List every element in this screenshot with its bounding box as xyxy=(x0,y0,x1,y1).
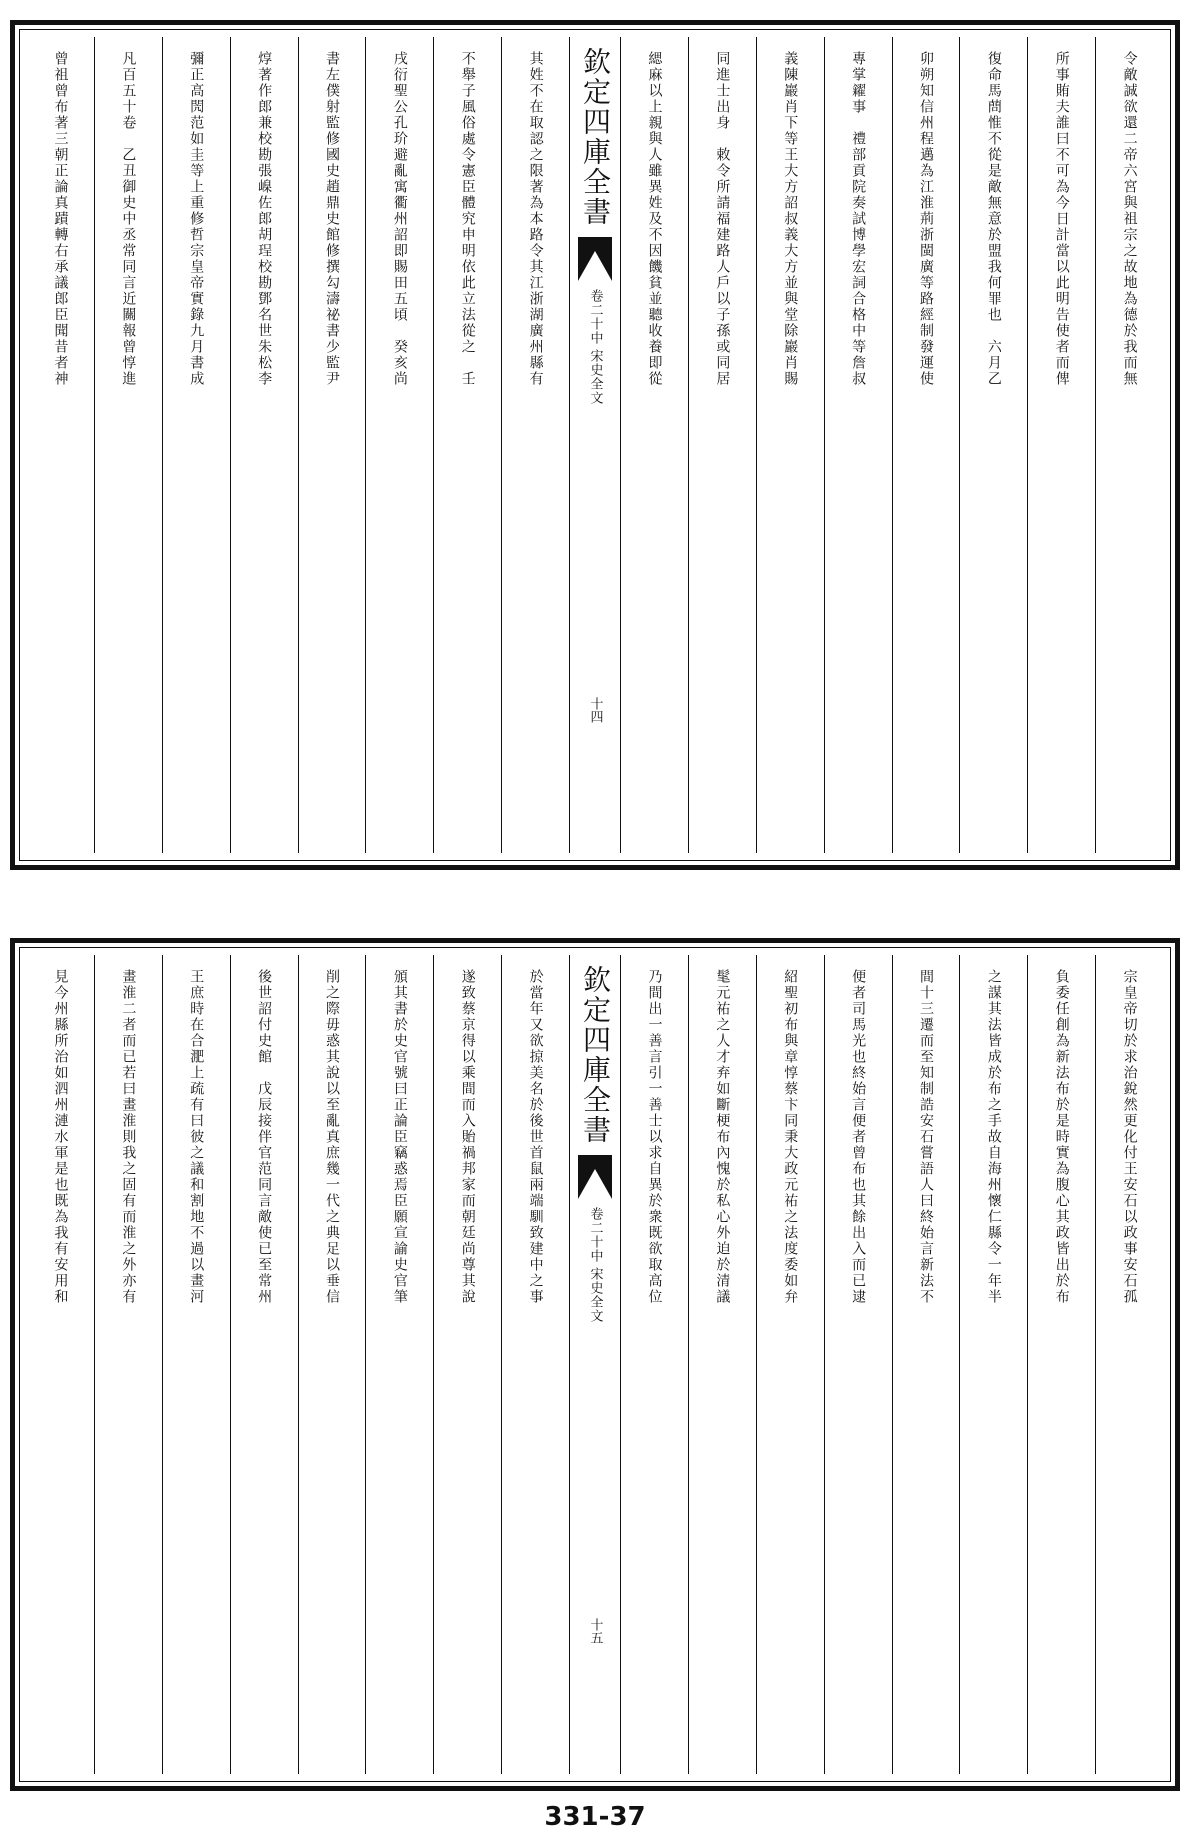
column-text: 畫淮二者而已若曰畫淮則我之固有而淮之外亦有 xyxy=(120,969,137,1305)
text-column xyxy=(298,37,366,853)
book-title: 欽定四庫全書 xyxy=(579,47,612,227)
text-column xyxy=(433,37,501,853)
text-column xyxy=(620,37,688,853)
text-column xyxy=(162,37,230,853)
column-text: 復命馬蔄惟不從是敵無意於盟我何罪也 六月乙 xyxy=(985,51,1002,387)
text-column xyxy=(756,955,824,1774)
text-column xyxy=(230,955,298,1774)
fish-tail-mark-icon xyxy=(578,237,612,281)
column-text: 所事賄夫誰曰不可為今日計當以此明告使者而俾 xyxy=(1053,51,1070,387)
folio-number: 十四 xyxy=(587,697,603,723)
text-column xyxy=(1027,37,1095,853)
text-column xyxy=(94,37,162,853)
chapter-info xyxy=(589,289,602,405)
column-text: 便者司馬光也終始言便者曾布也其餘出入而已逮 xyxy=(850,969,867,1305)
text-column xyxy=(94,955,162,1774)
work-title: 宋史全文 xyxy=(587,349,603,405)
volume-label: 卷二十中 xyxy=(587,1207,603,1263)
column-text: 焞著作郎兼校勘張嵲佐郎胡珵校勘鄧名世朱松李 xyxy=(256,51,273,387)
column-text: 見今州縣所治如泗州漣水軍是也既為我有安用和 xyxy=(52,969,69,1305)
column-text: 乃間出一善言引一善士以求自異於衆既欲取高位 xyxy=(646,969,663,1305)
volume-label: 卷二十中 xyxy=(587,289,603,345)
column-text: 負委任創為新法布於是時實為腹心其政皆出於布 xyxy=(1053,969,1070,1305)
text-column xyxy=(959,37,1027,853)
text-column xyxy=(959,955,1027,1774)
column-text: 後世詔付史館 戊辰接伴官范同言敵使已至常州 xyxy=(256,969,273,1305)
text-column xyxy=(298,955,366,1774)
column-text: 戌衍聖公孔玠避亂寓衢州詔即賜田五頃 癸亥尚 xyxy=(391,51,408,387)
column-text: 同進士出身 敕令所請福建路人戶以子孫或同居 xyxy=(714,51,731,387)
text-column xyxy=(688,955,756,1774)
work-title: 宋史全文 xyxy=(587,1267,603,1323)
column-text: 書左僕射監修國史趙鼎史館修撰勾濤祕書少監尹 xyxy=(323,51,340,387)
folio-top xyxy=(10,20,1180,870)
text-column xyxy=(501,955,569,1774)
column-text: 紹聖初布與章惇蔡卞同秉大政元祐之法度委如弁 xyxy=(782,969,799,1305)
text-column xyxy=(1095,955,1163,1774)
text-column xyxy=(1027,955,1095,1774)
column-text: 之謀其法皆成於布之手故自海州懷仁縣令一年半 xyxy=(985,969,1002,1305)
column-text: 令敵誠欲還二帝六宮與祖宗之故地為德於我而無 xyxy=(1121,51,1138,387)
folio-bottom xyxy=(10,938,1180,1791)
text-column xyxy=(162,955,230,1774)
column-text: 削之際毋惑其說以至亂真庶幾一代之典足以垂信 xyxy=(323,969,340,1305)
text-columns-bottom xyxy=(27,955,1163,1774)
center-gutter xyxy=(569,955,620,1774)
folio-number: 十五 xyxy=(587,1618,603,1644)
text-column xyxy=(501,37,569,853)
column-text: 其姓不在取認之限著為本路令其江浙湖廣州縣有 xyxy=(527,51,544,387)
text-column xyxy=(892,955,960,1774)
column-text: 凡百五十卷 乙丑御史中丞常同言近關報曾惇進 xyxy=(120,51,137,387)
column-text: 遂致蔡京得以乘間而入貽禍邦家而朝廷尚尊其說 xyxy=(459,969,476,1305)
column-text: 彌正高閌范如圭等上重修哲宗皇帝實錄九月書成 xyxy=(188,51,205,387)
column-text: 頒其書於史官號曰正論臣竊惑焉臣願宣諭史官筆 xyxy=(391,969,408,1305)
text-columns-top xyxy=(27,37,1163,853)
text-column xyxy=(756,37,824,853)
column-text: 王庶時在合淝上疏有曰彼之議和割地不過以畫河 xyxy=(188,969,205,1305)
text-column xyxy=(27,955,94,1774)
column-text: 髦元祐之人才弃如斷梗布內愧於私心外迫於清議 xyxy=(714,969,731,1305)
center-gutter xyxy=(569,37,620,853)
text-column xyxy=(688,37,756,853)
fish-tail-mark-icon xyxy=(578,1155,612,1199)
column-text: 間十三遷而至知制誥安石嘗語人曰終始言新法不 xyxy=(917,969,934,1305)
book-title: 欽定四庫全書 xyxy=(579,965,612,1145)
text-column xyxy=(892,37,960,853)
column-text: 於當年又欲掠美名於後世首鼠兩端馴致建中之事 xyxy=(527,969,544,1305)
column-text: 義陳巖肖下等王大方詔叔義大方並與堂除巖肖賜 xyxy=(782,51,799,387)
column-text: 專掌糴事 禮部貢院奏試博學宏詞合格中等詹叔 xyxy=(850,51,867,387)
column-text: 卯朔知信州程邁為江淮荊浙閩廣等路經制發運使 xyxy=(917,51,934,387)
column-text: 宗皇帝切於求治銳然更化付王安石以政事安石孤 xyxy=(1121,969,1138,1305)
text-column xyxy=(824,955,892,1774)
column-text: 不舉子風俗處令憲臣體究申明依此立法從之 壬 xyxy=(459,51,476,387)
text-column xyxy=(27,37,94,853)
chapter-info xyxy=(589,1207,602,1323)
text-column xyxy=(365,955,433,1774)
text-column xyxy=(1095,37,1163,853)
text-column xyxy=(620,955,688,1774)
text-column xyxy=(433,955,501,1774)
column-text: 緦麻以上親與人雖異姓及不因饑貧並聽收養即從 xyxy=(646,51,663,387)
column-text: 曾祖曾布著三朝正論真蹟轉右承議郎臣聞昔者神 xyxy=(52,51,69,387)
text-column xyxy=(824,37,892,853)
text-column xyxy=(230,37,298,853)
page-number: 331-37 xyxy=(544,1802,646,1832)
text-column xyxy=(365,37,433,853)
